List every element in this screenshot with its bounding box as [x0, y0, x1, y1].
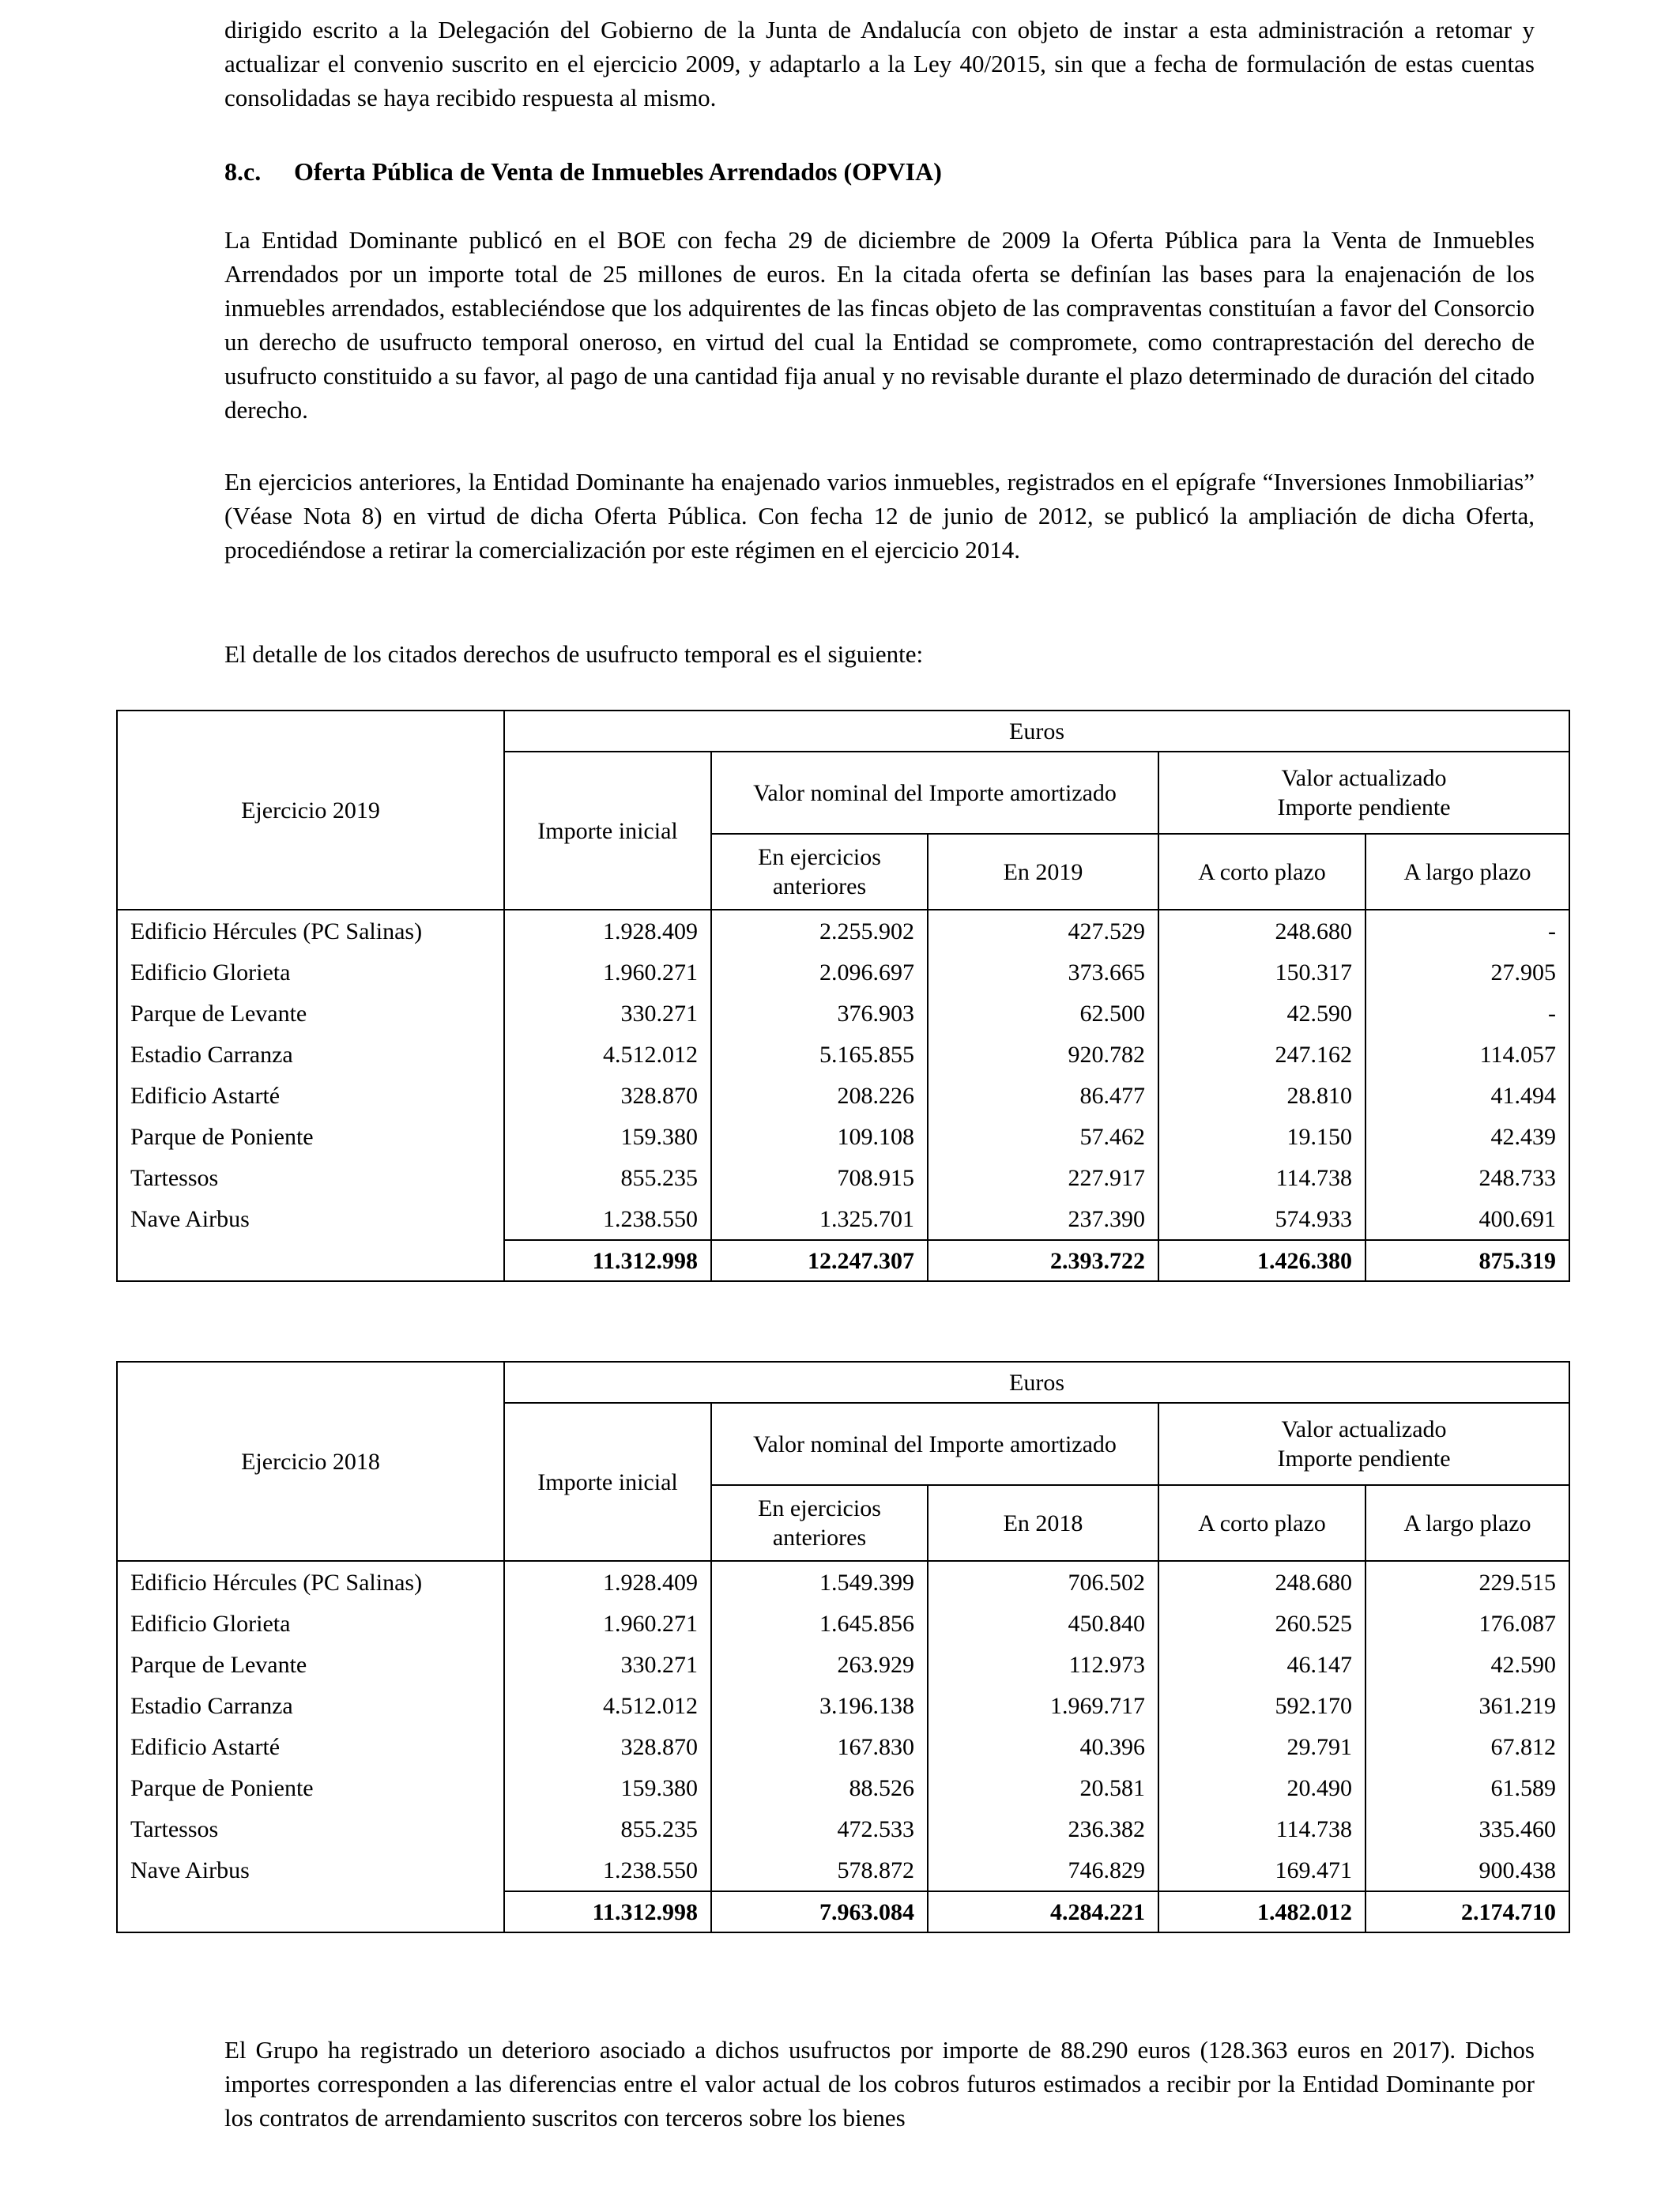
row-name: Edificio Astarté — [117, 1075, 504, 1116]
row-largo-plazo: 248.733 — [1365, 1157, 1569, 1198]
header-importe-inicial: Importe inicial — [504, 1403, 711, 1561]
row-corto-plazo: 29.791 — [1158, 1726, 1365, 1767]
row-importe-inicial: 1.238.550 — [504, 1849, 711, 1891]
row-name: Nave Airbus — [117, 1849, 504, 1891]
row-corto-plazo: 20.490 — [1158, 1767, 1365, 1808]
row-name: Edificio Glorieta — [117, 952, 504, 993]
header-valor-nominal: Valor nominal del Importe amortizado — [711, 1403, 1158, 1485]
row-name: Parque de Levante — [117, 993, 504, 1034]
row-en-year: 920.782 — [928, 1034, 1158, 1075]
table-row — [117, 952, 1569, 993]
table-row — [117, 1034, 1569, 1075]
total-year: 2.393.722 — [928, 1240, 1158, 1281]
row-en-year: 1.969.717 — [928, 1685, 1158, 1726]
row-name: Tartessos — [117, 1808, 504, 1849]
row-largo-plazo: 400.691 — [1365, 1198, 1569, 1240]
row-importe-inicial: 159.380 — [504, 1767, 711, 1808]
row-corto-plazo: 169.471 — [1158, 1849, 1365, 1891]
section-number: 8.c. — [224, 157, 262, 186]
paragraph-ejercicios: En ejercicios anteriores, la Entidad Dominante ha enajenado varios inmuebles, registrados en el epígrafe “Inversiones Inmobiliarias” (Véase Nota 8) en virtud de dicha Oferta Pública. Con fecha 12 de junio de 2012, se publicó la ampliación de dicha Oferta, procediéndose a retirar la comercialización por este régimen en el ejercicio 2014. — [224, 468, 1535, 564]
row-en-year: 57.462 — [928, 1116, 1158, 1157]
table-row — [117, 1075, 1569, 1116]
row-largo-plazo: 67.812 — [1365, 1726, 1569, 1767]
row-corto-plazo: 260.525 — [1158, 1603, 1365, 1644]
header-valor-actualizado — [1158, 752, 1569, 834]
row-corto-plazo: 592.170 — [1158, 1685, 1365, 1726]
header-largo-plazo: A largo plazo — [1365, 834, 1569, 910]
table-ejercicio-2018 — [116, 1361, 1570, 1933]
row-importe-inicial: 1.238.550 — [504, 1198, 711, 1240]
row-largo-plazo: 61.589 — [1365, 1767, 1569, 1808]
header-largo-plazo: A largo plazo — [1365, 1485, 1569, 1561]
row-largo-plazo: 229.515 — [1365, 1561, 1569, 1603]
paragraph-convenio: dirigido escrito a la Delegación del Gobierno de la Junta de Andalucía con objeto de instar a esta administración a retomar y actualizar el convenio suscrito en el ejercicio 2009, y adaptarlo a la Ley 40/2015, sin que a fecha de formulación de estas cuentas consolidadas se haya recibido respuesta al mismo. — [224, 16, 1535, 111]
row-largo-plazo: 42.439 — [1365, 1116, 1569, 1157]
header-ejercicios-anteriores-line2: anteriores — [772, 1525, 867, 1551]
table-row — [117, 1603, 1569, 1644]
row-ejercicios-anteriores: 578.872 — [711, 1849, 928, 1891]
row-corto-plazo: 46.147 — [1158, 1644, 1365, 1685]
row-en-year: 62.500 — [928, 993, 1158, 1034]
row-largo-plazo: 114.057 — [1365, 1034, 1569, 1075]
table-row — [117, 910, 1569, 952]
header-ejercicios-anteriores-line1: En ejercicios — [758, 1495, 881, 1521]
header-valor-actualizado-line2: Importe pendiente — [1277, 794, 1451, 820]
table-row — [117, 993, 1569, 1034]
row-en-year: 40.396 — [928, 1726, 1158, 1767]
table-row — [117, 1808, 1569, 1849]
table-row — [117, 1116, 1569, 1157]
row-corto-plazo: 248.680 — [1158, 910, 1365, 952]
row-ejercicios-anteriores: 376.903 — [711, 993, 928, 1034]
row-largo-plazo: 42.590 — [1365, 1644, 1569, 1685]
row-name: Parque de Levante — [117, 1644, 504, 1685]
row-en-year: 373.665 — [928, 952, 1158, 993]
paragraph-detalle: El detalle de los citados derechos de usufructo temporal es el siguiente: — [224, 640, 924, 668]
row-largo-plazo: 176.087 — [1365, 1603, 1569, 1644]
row-importe-inicial: 4.512.012 — [504, 1685, 711, 1726]
table-row — [117, 1644, 1569, 1685]
table-row — [117, 1726, 1569, 1767]
header-corto-plazo: A corto plazo — [1158, 834, 1365, 910]
row-importe-inicial: 855.235 — [504, 1808, 711, 1849]
table-ejercicio-2019 — [116, 710, 1570, 1282]
row-ejercicios-anteriores: 263.929 — [711, 1644, 928, 1685]
row-ejercicios-anteriores: 1.645.856 — [711, 1603, 928, 1644]
row-importe-inicial: 330.271 — [504, 1644, 711, 1685]
row-en-year: 746.829 — [928, 1849, 1158, 1891]
row-ejercicios-anteriores: 708.915 — [711, 1157, 928, 1198]
row-name: Edificio Astarté — [117, 1726, 504, 1767]
row-en-year: 427.529 — [928, 910, 1158, 952]
row-en-year: 450.840 — [928, 1603, 1158, 1644]
header-importe-inicial: Importe inicial — [504, 752, 711, 910]
header-ejercicio: Ejercicio 2018 — [117, 1362, 504, 1561]
row-corto-plazo: 574.933 — [1158, 1198, 1365, 1240]
total-inicial: 11.312.998 — [504, 1891, 711, 1932]
row-corto-plazo: 114.738 — [1158, 1808, 1365, 1849]
header-euros: Euros — [504, 1362, 1569, 1403]
paragraph-opvia: La Entidad Dominante publicó en el BOE con fecha 29 de diciembre de 2009 la Oferta Pública para la Venta de Inmuebles Arrendados por un importe total de 25 millones de euros. En la citada oferta se definían las bases para la enajenación de los inmuebles arrendados, estableciéndose que los adquirentes de las fincas objeto de las compraventas constituían a favor del Consorcio un derecho de usufructo temporal oneroso, en virtud del cual la Entidad se compromete, como contraprestación del derecho de usufructo constituido a su favor, al pago de una cantidad fija anual y no revisable durante el plazo determinado de duración del citado derecho. — [224, 226, 1535, 424]
row-largo-plazo: 27.905 — [1365, 952, 1569, 993]
row-corto-plazo: 114.738 — [1158, 1157, 1365, 1198]
header-euros: Euros — [504, 711, 1569, 752]
header-valor-actualizado-line1: Valor actualizado — [1281, 1416, 1447, 1442]
header-ejercicios-anteriores — [711, 1485, 928, 1561]
header-valor-nominal: Valor nominal del Importe amortizado — [711, 752, 1158, 834]
row-name: Estadio Carranza — [117, 1034, 504, 1075]
total-corto: 1.482.012 — [1158, 1891, 1365, 1932]
row-name: Nave Airbus — [117, 1198, 504, 1240]
total-label-cell — [117, 1891, 504, 1932]
total-year: 4.284.221 — [928, 1891, 1158, 1932]
row-ejercicios-anteriores: 1.325.701 — [711, 1198, 928, 1240]
header-en-year: En 2019 — [928, 834, 1158, 910]
row-name: Tartessos — [117, 1157, 504, 1198]
header-ejercicios-anteriores-line1: En ejercicios — [758, 844, 881, 870]
section-heading — [224, 155, 942, 189]
table-row — [117, 1685, 1569, 1726]
row-ejercicios-anteriores: 109.108 — [711, 1116, 928, 1157]
table-row — [117, 1849, 1569, 1891]
row-largo-plazo: 361.219 — [1365, 1685, 1569, 1726]
total-anteriores: 12.247.307 — [711, 1240, 928, 1281]
row-importe-inicial: 159.380 — [504, 1116, 711, 1157]
row-largo-plazo: - — [1365, 993, 1569, 1034]
table-row — [117, 1561, 1569, 1603]
row-en-year: 236.382 — [928, 1808, 1158, 1849]
total-label-cell — [117, 1240, 504, 1281]
row-ejercicios-anteriores: 472.533 — [711, 1808, 928, 1849]
row-importe-inicial: 1.960.271 — [504, 952, 711, 993]
header-ejercicios-anteriores-line2: anteriores — [772, 873, 867, 899]
header-corto-plazo: A corto plazo — [1158, 1485, 1365, 1561]
row-name: Estadio Carranza — [117, 1685, 504, 1726]
row-ejercicios-anteriores: 2.255.902 — [711, 910, 928, 952]
row-largo-plazo: - — [1365, 910, 1569, 952]
row-name: Edificio Glorieta — [117, 1603, 504, 1644]
total-corto: 1.426.380 — [1158, 1240, 1365, 1281]
total-largo: 2.174.710 — [1365, 1891, 1569, 1932]
row-name: Parque de Poniente — [117, 1767, 504, 1808]
header-ejercicio: Ejercicio 2019 — [117, 711, 504, 910]
total-inicial: 11.312.998 — [504, 1240, 711, 1281]
row-en-year: 227.917 — [928, 1157, 1158, 1198]
row-corto-plazo: 42.590 — [1158, 993, 1365, 1034]
row-importe-inicial: 1.928.409 — [504, 910, 711, 952]
paragraph-deterioro: El Grupo ha registrado un deterioro asociado a dichos usufructos por importe de 88.290 euros (128.363 euros en 2017). Dichos importes corresponden a las diferencias entre el valor actual de los cobros futuros estimados a recibir por la Entidad Dominante por los contratos de arrendamiento suscritos con terceros sobre los bienes — [224, 2036, 1535, 2132]
row-ejercicios-anteriores: 2.096.697 — [711, 952, 928, 993]
total-largo: 875.319 — [1365, 1240, 1569, 1281]
row-name: Parque de Poniente — [117, 1116, 504, 1157]
row-largo-plazo: 900.438 — [1365, 1849, 1569, 1891]
row-importe-inicial: 328.870 — [504, 1075, 711, 1116]
header-ejercicios-anteriores — [711, 834, 928, 910]
total-anteriores: 7.963.084 — [711, 1891, 928, 1932]
row-corto-plazo: 19.150 — [1158, 1116, 1365, 1157]
row-en-year: 237.390 — [928, 1198, 1158, 1240]
row-corto-plazo: 247.162 — [1158, 1034, 1365, 1075]
row-ejercicios-anteriores: 88.526 — [711, 1767, 928, 1808]
row-corto-plazo: 150.317 — [1158, 952, 1365, 993]
row-corto-plazo: 28.810 — [1158, 1075, 1365, 1116]
header-valor-actualizado-line1: Valor actualizado — [1281, 765, 1447, 791]
row-en-year: 20.581 — [928, 1767, 1158, 1808]
row-largo-plazo: 335.460 — [1365, 1808, 1569, 1849]
row-importe-inicial: 330.271 — [504, 993, 711, 1034]
row-largo-plazo: 41.494 — [1365, 1075, 1569, 1116]
row-ejercicios-anteriores: 167.830 — [711, 1726, 928, 1767]
row-importe-inicial: 855.235 — [504, 1157, 711, 1198]
section-title: Oferta Pública de Venta de Inmuebles Arrendados (OPVIA) — [294, 157, 942, 186]
row-corto-plazo: 248.680 — [1158, 1561, 1365, 1603]
header-valor-actualizado-line2: Importe pendiente — [1277, 1446, 1451, 1472]
row-en-year: 706.502 — [928, 1561, 1158, 1603]
table-row — [117, 1767, 1569, 1808]
row-importe-inicial: 4.512.012 — [504, 1034, 711, 1075]
row-importe-inicial: 1.960.271 — [504, 1603, 711, 1644]
row-en-year: 86.477 — [928, 1075, 1158, 1116]
row-ejercicios-anteriores: 1.549.399 — [711, 1561, 928, 1603]
row-ejercicios-anteriores: 208.226 — [711, 1075, 928, 1116]
row-name: Edificio Hércules (PC Salinas) — [117, 1561, 504, 1603]
row-importe-inicial: 328.870 — [504, 1726, 711, 1767]
table-row — [117, 1157, 1569, 1198]
row-name: Edificio Hércules (PC Salinas) — [117, 910, 504, 952]
row-ejercicios-anteriores: 3.196.138 — [711, 1685, 928, 1726]
table-row — [117, 1198, 1569, 1240]
row-importe-inicial: 1.928.409 — [504, 1561, 711, 1603]
header-en-year: En 2018 — [928, 1485, 1158, 1561]
row-en-year: 112.973 — [928, 1644, 1158, 1685]
row-ejercicios-anteriores: 5.165.855 — [711, 1034, 928, 1075]
header-valor-actualizado — [1158, 1403, 1569, 1485]
